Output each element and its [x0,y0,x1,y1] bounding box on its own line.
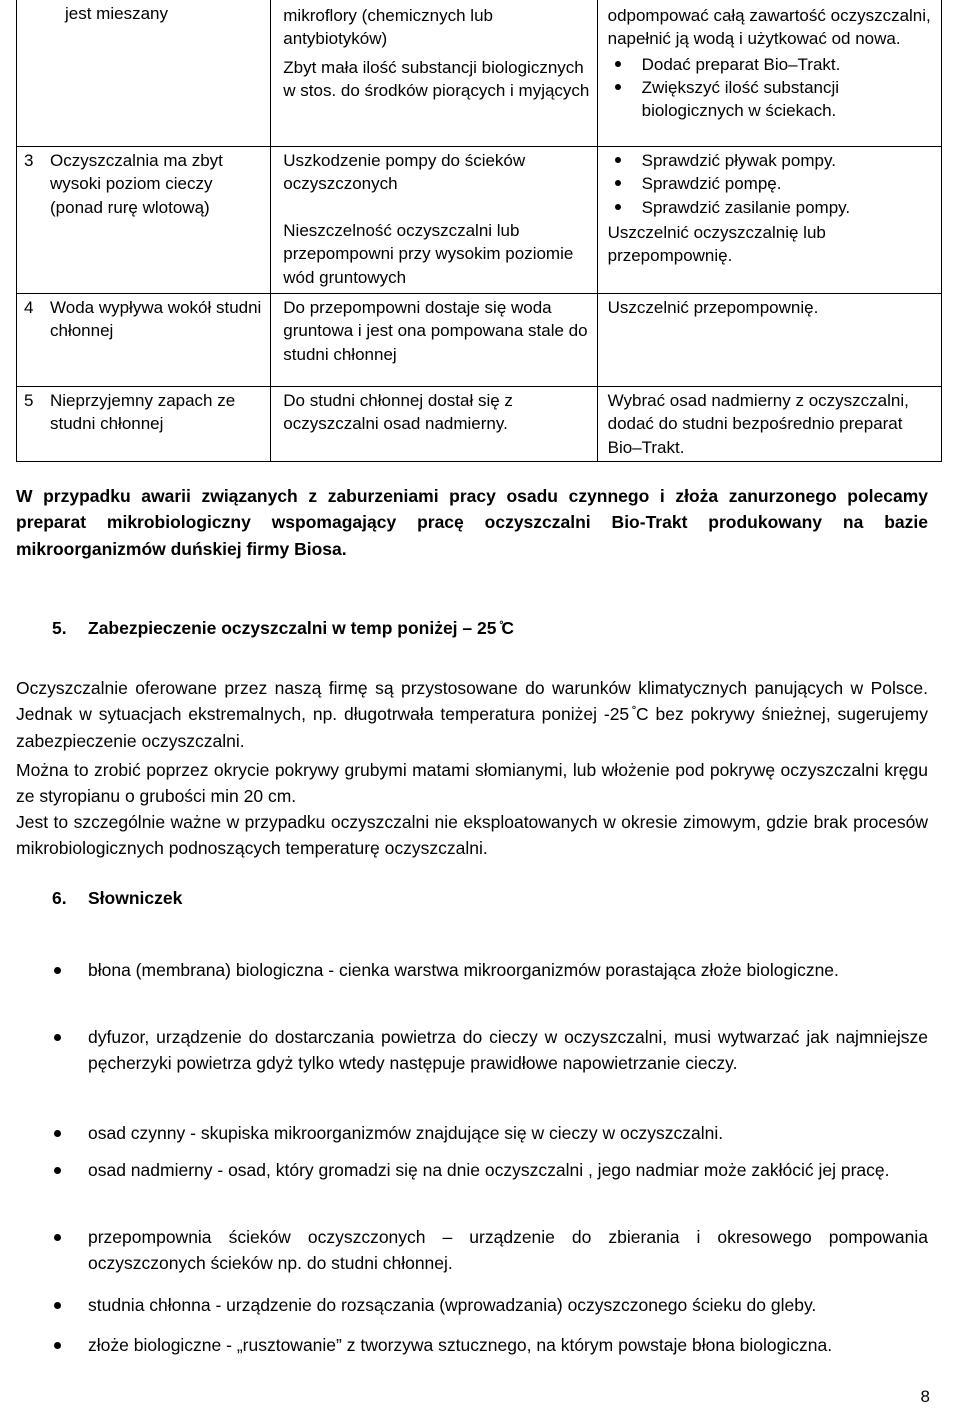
glossary-text: błona (membrana) biologiczna - cienka warstwa mikroorganizmów porastająca złoże biologiczne. [88,960,839,980]
glossary-text: osad nadmierny - osad, który gromadzi się na dnie oczyszczalni , jego nadmiar może zakłócić jej pracę. [88,1160,890,1180]
remedy-text: Uszczelnić przepompownię. [607,298,819,317]
glossary-text: dyfuzor, urządzenie do dostarczania powietrza do cieczy w oczyszczalni, musi wytwarzać jak najmniejsze pęcherzyki powietrza gdyż tylko wtedy następuje prawidłowe napowietrzanie cieczy. [88,1027,928,1073]
bullet-icon [54,1342,61,1349]
glossary-item [16,958,928,984]
glossary-item [16,1158,928,1184]
row-number: 4 [24,298,34,317]
problem-text: Nieprzyjemny zapach ze studni chłonnej [50,391,236,434]
section-6-heading [52,886,182,911]
glossary-item [16,1121,928,1147]
list-item: Sprawdzić zasilanie pompy. [608,196,935,219]
section-title: Zabezpieczenie oczyszczalni w temp poniżej – 25 ̊C [88,618,514,638]
list-item: Sprawdzić pływak pompy. [608,149,935,172]
glossary-text: przepompownia ścieków oczyszczonych – urządzenie do zbierania i okresowego pompowania oczyszczonych ścieków np. do studni chłonnej. [88,1227,928,1273]
bullet-icon [54,1167,61,1174]
row-number: 3 [24,151,34,170]
table-row [17,147,942,294]
problem-text: jest mieszany [65,4,168,23]
remedy-text: Wybrać osad nadmierny z oczyszczalni, dodać do studni bezpośrednio preparat Bio–Trakt. [607,391,909,457]
section-5-paragraph: Oczyszczalnie oferowane przez naszą firmę są przystosowane do warunków klimatycznych panujących w Polsce. Jednak w sytuacjach ekstremalnych, np. długotrwała temperatura poniżej -25 ̊C bez pokrywy śnieżnej, sugerujemy zabezpieczenie oczyszczalni. [16,678,928,751]
page-number: 8 [920,1387,930,1406]
problem-text: Woda wypływa wokół studni chłonnej [50,298,262,341]
bullet-icon [54,967,61,974]
list-item: Sprawdzić pompę. [608,172,935,195]
glossary-item [16,1025,928,1076]
list-item: Dodać preparat Bio–Trakt. [608,53,935,76]
section-number: 6. [52,888,67,908]
biotrakt-notice: W przypadku awarii związanych z zaburzeniami pracy osadu czynnego i złoża zanurzonego polecamy preparat mikrobiologiczny wspomagający pracę oczyszczalni Bio-Trakt produkowany na bazie mikroorganizmów duńskiej firmy Biosa. [16,486,928,559]
row-number: 5 [24,391,34,410]
problem-text: Oczyszczalnia ma zbyt wysoki poziom cieczy (ponad rurę wlotową) [50,151,223,217]
glossary-item [16,1225,928,1276]
section-5-paragraph: Jest to szczególnie ważne w przypadku oczyszczalni nie eksploatowanych w okresie zimowym, gdzie brak procesów mikrobiologicznych podnoszących temperaturę oczyszczalni. [16,812,928,859]
glossary-text: studnia chłonna - urządzenie do rozsączania (wprowadzania) oczyszczonego ścieku do gleby. [88,1295,817,1315]
section-5-paragraph: Można to zrobić poprzez okrycie pokrywy grubymi matami słomianymi, lub włożenie pod pokrywę oczyszczalni kręgu ze styropianu o grubości min 20 cm. [16,760,928,807]
section-title: Słowniczek [88,888,183,908]
glossary-item [16,1333,928,1359]
cause-text: Nieszczelność oczyszczalni lub przepompowni przy wysokim poziomie wód gruntowych [283,221,574,287]
section-5-heading [52,616,514,641]
list-item: Zwiększyć ilość substancji biologicznych w ściekach. [608,76,935,123]
section-number: 5. [52,618,67,638]
bullet-icon [54,1302,61,1309]
cause-text: Zbyt mała ilość substancji biologicznych w stos. do środków piorących i myjących [283,58,590,101]
remedy-text: Uszczelnić oczyszczalnię lub przepompownię. [607,222,826,266]
glossary-text: złoże biologiczne - „rusztowanie” z tworzywa sztucznego, na którym powstaje błona biologiczna. [88,1335,833,1355]
table-row [17,387,942,462]
cause-text: Do przepompowni dostaje się woda gruntowa i jest ona pompowana stale do studni chłonnej [283,298,588,364]
glossary-item [16,1293,928,1319]
glossary-text: osad czynny - skupiska mikroorganizmów znajdujące się w cieczy w oczyszczalni. [88,1123,724,1143]
remedy-text: odpompować całą zawartość oczyszczalni, napełnić ją wodą i użytkować od nowa. [607,6,931,49]
table-row [17,0,942,147]
cause-text: Uszkodzenie pompy do ścieków oczyszczonych [283,151,526,194]
cause-text: Do studni chłonnej dostał się z oczyszczalni osad nadmierny. [283,391,513,434]
cause-text: mikroflory (chemicznych lub antybiotyków) [283,6,493,49]
bullet-icon [54,1130,61,1137]
remedy-list [608,149,935,219]
remedy-list [608,53,935,123]
troubleshooting-table [16,0,942,462]
bullet-icon [54,1034,61,1041]
table-row [17,294,942,387]
bullet-icon [54,1234,61,1241]
